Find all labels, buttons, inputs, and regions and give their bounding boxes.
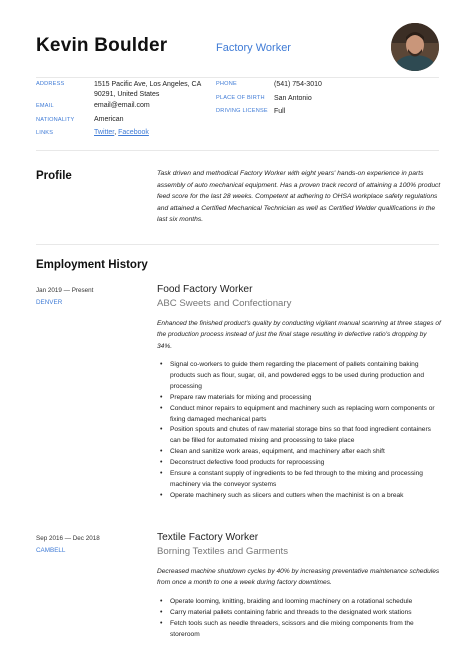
profile-heading: Profile	[36, 170, 72, 182]
divider-profile	[36, 244, 439, 245]
job-1-dates: Jan 2019 — Present	[36, 287, 94, 294]
nationality-label: NATIONALITY	[36, 117, 75, 123]
links-value	[94, 128, 149, 138]
address-line-1: 1515 Pacific Ave, Los Angeles, CA	[94, 81, 202, 88]
license-label: DRIVING LICENSE	[216, 108, 268, 114]
avatar	[391, 23, 439, 71]
list-item: • Operate looming, knitting, braiding and looming machinery on a rotational schedule	[160, 597, 442, 608]
phone-label: PHONE	[216, 81, 237, 87]
list-item: • Fetch tools such as needle threaders, scissors and die mixing components from the storeroom	[160, 619, 442, 641]
job-1-summary: Enhanced the finished product's quality by conducting vigilant manual scanning at three stages of the production process instead of just the final stage resulting in defective ratio's dropping by 34%.	[157, 320, 441, 350]
list-item: • Carry material pallets containing fabric and threads to the designated work stations	[160, 608, 442, 619]
address-label: ADDRESS	[36, 81, 65, 87]
list-item: • Position spouts and chutes of raw material storage bins so that food ingredient containers can be filled for automated mixing and processing to take place	[160, 425, 442, 447]
list-item: • Ensure a constant supply of ingredients to be fed through to the mixing and processing machinery via the conveyor systems	[160, 469, 442, 491]
job-2-summary: Decreased machine shutdown cycles by 40% by increasing preventative maintenance schedules from once a month to one a week during factory downtimes.	[157, 568, 440, 587]
birth-label: PLACE OF BIRTH	[216, 95, 265, 101]
job-2-employer: Borning Textiles and Garments	[157, 546, 289, 557]
job-2-dates: Sep 2016 — Dec 2018	[36, 535, 100, 542]
birth-value: San Antonio	[274, 95, 312, 102]
email-value: email@email.com	[94, 102, 150, 109]
employment-heading: Employment History	[36, 259, 148, 271]
resume-job-title: Factory Worker	[216, 42, 291, 54]
address-line-2: 90291, United States	[94, 90, 160, 98]
job-1-city: DENVER	[36, 299, 63, 306]
license-value: Full	[274, 108, 286, 115]
divider-header	[36, 77, 439, 78]
phone-value: (541) 754-3010	[274, 81, 322, 88]
avatar-photo	[391, 23, 439, 71]
job-1-employer: ABC Sweets and Confectionary	[157, 298, 292, 309]
list-item: • Prepare raw materials for mixing and processing	[160, 393, 442, 404]
job-2-bullets	[160, 597, 442, 641]
nationality-value: American	[94, 116, 124, 123]
resume-name: Kevin Boulder	[36, 35, 168, 56]
email-label: EMAIL	[36, 103, 54, 109]
profile-text: Task driven and methodical Factory Worker with eight years' hands-on experience in parts assembly of auto mechanical equipment. Has a proven track record of attaining a 100% product feed score for the last 28 weeks. Competent at adhering to OHSA workplace safety regulations and attained a Certified Mechanical Technician as well as Certified Welder qualifications in the last six months.	[157, 170, 441, 224]
list-item: • Conduct minor repairs to equipment and machinery such as replacing worn components or fixing damaged mechanical parts	[160, 404, 442, 426]
links-label: LINKS	[36, 130, 54, 136]
list-item: • Deconstruct defective food products for reprocessing	[160, 458, 442, 469]
address-value	[94, 80, 201, 99]
twitter-link[interactable]: Twitter	[94, 129, 115, 136]
list-item: • Signal co-workers to guide them regarding the placement of pallets containing baking products such as flour, sugar, oil, and powdered eggs to be used during production and processing	[160, 360, 442, 393]
job-2-city: CAMBELL	[36, 547, 66, 554]
job-1-role: Food Factory Worker	[157, 284, 253, 295]
list-item: • Operate machinery such as slicers and cutters when the machinist is on a break	[160, 491, 442, 502]
links-separator: ,	[114, 129, 117, 136]
job-1-bullets	[160, 360, 442, 502]
list-item: • Clean and sanitize work areas, equipment, and machinery after each shift	[160, 447, 442, 458]
divider-details	[36, 150, 439, 151]
job-2-role: Textile Factory Worker	[157, 532, 259, 543]
facebook-link[interactable]: Facebook	[118, 129, 149, 136]
